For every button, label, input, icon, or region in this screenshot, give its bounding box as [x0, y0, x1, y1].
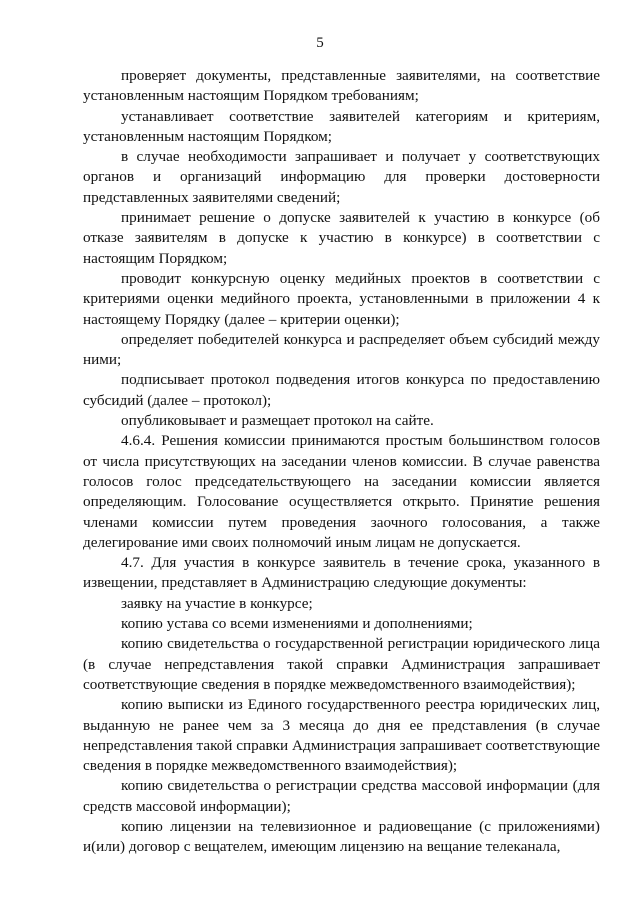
paragraph-sign-protocol: подписывает протокол подведения итогов конкурса по предоставлению субсидий (далее – протокол); — [83, 371, 600, 409]
paragraph-check-documents: проверяет документы, представленные заявителями, на соответствие установленным настоящим Порядком требованиям; — [83, 67, 600, 105]
paragraph-determine-winners: определяет победителей конкурса и распределяет объем субсидий между ними; — [83, 330, 600, 369]
paragraph-broadcast-license: копию лицензии на телевизионное и радиовещание (с приложениями) и(или) договор с вещателем, имеющим лицензию на вещание телеканала, — [83, 817, 600, 856]
paragraph-charter-copy: копию устава со всеми изменениями и дополнениями; — [121, 615, 473, 633]
paragraph-establish-compliance: устанавливает соответствие заявителей категориям и критериям, установленным настоящим Порядком; — [83, 107, 600, 145]
paragraph-request-information: в случае необходимости запрашивает и получает у соответствующих органов и организаций информацию для проверки достоверности представленных заявителями сведений; — [83, 148, 600, 206]
paragraph-mass-media-certificate: копию свидетельства о регистрации средства массовой информации (для средств массовой информации); — [83, 777, 600, 815]
paragraph-publish-protocol: опубликовывает и размещает протокол на сайте. — [121, 412, 434, 430]
paragraph-competitive-evaluation: проводит конкурсную оценку медийных проектов в соответствии с критериями оценки медийного проекта, установленными в приложении 4 к настоящему Порядку (далее – критерии оценки); — [83, 269, 600, 328]
paragraph-4-7: 4.7. Для участия в конкурсе заявитель в течение срока, указанного в извещении, представляет в Администрацию следующие документы: — [83, 554, 600, 592]
document-body — [83, 66, 600, 858]
paragraph-admission-decision: принимает решение о допуске заявителей к участию в конкурсе (об отказе заявителям в допуске к участию в конкурсе) в соответствии с настоящим Порядком; — [83, 209, 600, 267]
page-number: 5 — [316, 35, 324, 51]
paragraph-application: заявку на участие в конкурсе; — [121, 594, 313, 612]
paragraph-registration-certificate: копию свидетельства о государственной регистрации юридического лица (в случае непредставления такой справки Администрация запрашивает соответствующие сведения в порядке межведомственного взаимодействия); — [83, 635, 600, 693]
paragraph-register-extract: копию выписки из Единого государственного реестра юридических лиц, выданную не ранее чем за 3 месяца до дня ее представления (в случае непредставления такой справки Администрация запрашивает соответствующие сведения в порядке межведомственного взаимодействия); — [83, 696, 600, 775]
paragraph-4-6-4: 4.6.4. Решения комиссии принимаются простым большинством голосов от числа присутствующих на заседании членов комиссии. В случае равенства голосов голос председательствующего на заседании комиссии является определяющим. Голосование осуществляется открыто. Принятие решения членами комиссии путем проведения заочного голосования, а также делегирование ими своих полномочий иным лицам не допускается. — [83, 432, 600, 551]
